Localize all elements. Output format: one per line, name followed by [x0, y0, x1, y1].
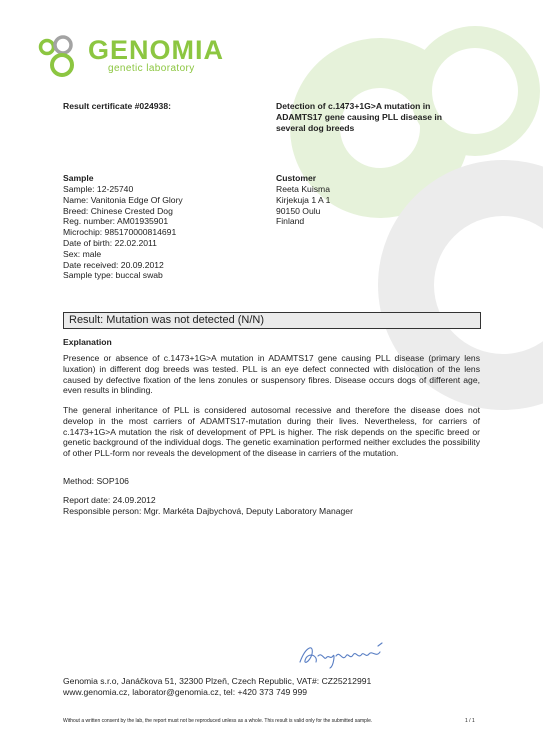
- explanation-heading: Explanation: [63, 337, 112, 347]
- sample-date-received: Date received: 20.09.2012: [63, 259, 164, 270]
- explanation-paragraph-2: The general inheritance of PLL is considered autosomal recessive and therefore the disease does not develop in the most carriers of ADAMTS17-mutation during their lives. Nevertheless, for carriers of c.1473+1G>A mutation the risk of development of PPL is higher. The risk depends on the specific breed or genetic background of the individual dogs. The genetic examination performed neither excludes the possibility of other PLL-form nor reveals the development of the disease in carriers of the mutation.: [63, 405, 480, 459]
- brand-subtitle: genetic laboratory: [108, 63, 195, 74]
- footer-contact: www.genomia.cz, laborator@genomia.cz, tel: +420 373 749 999: [63, 687, 308, 697]
- responsible-person: Responsible person: Mgr. Markéta Dajbychová, Deputy Laboratory Manager: [63, 506, 353, 516]
- logo-rings-icon: [38, 34, 86, 78]
- decorative-ring-green-small: [410, 26, 540, 156]
- sample-date-of-birth: Date of birth: 22.02.2011: [63, 237, 157, 248]
- sample-dog-name: Name: Vanitonia Edge Of Glory: [63, 194, 183, 205]
- sample-id: Sample: 12-25740: [63, 184, 134, 194]
- sample-details: [63, 184, 183, 281]
- customer-details: [276, 184, 330, 227]
- page-number: 1 / 1: [465, 718, 475, 724]
- signature: [296, 640, 392, 670]
- sample-heading: Sample: [63, 173, 94, 183]
- result-text: Result: Mutation was not detected (N/N): [69, 314, 265, 326]
- sample-breed: Breed: Chinese Crested Dog: [63, 205, 173, 216]
- sample-microchip: Microchip: 985170000814691: [63, 227, 177, 238]
- certificate-number: Result certificate #024938:: [63, 101, 171, 111]
- customer-name: Reeta Kuisma: [276, 184, 330, 194]
- customer-country: Finland: [276, 216, 305, 227]
- customer-street: Kirjekuja 1 A 1: [276, 194, 331, 205]
- result-box: [63, 312, 481, 329]
- customer-heading: Customer: [276, 173, 317, 183]
- report-date: Report date: 24.09.2012: [63, 495, 156, 505]
- detection-title-line: Detection of c.1473+1G>A mutation in: [276, 101, 431, 111]
- detection-title-line: ADAMTS17 gene causing PLL disease in: [276, 111, 443, 122]
- method: Method: SOP106: [63, 476, 129, 486]
- footer-address: Genomia s.r.o, Janáčkova 51, 32300 Plzeň, Czech Republic, VAT#: CZ25212991: [63, 676, 372, 686]
- customer-city: 90150 Oulu: [276, 205, 321, 216]
- genomia-logo: [38, 34, 238, 78]
- brand-name: GENOMIA: [88, 35, 225, 65]
- sample-reg-number: Reg. number: AM01935901: [63, 216, 169, 227]
- footer-disclaimer: Without a written consent by the lab, the report must not be reproduced unless as a whole. This result is valid only for the submitted sample.: [63, 718, 373, 724]
- sample-type: Sample type: buccal swab: [63, 270, 163, 281]
- sample-sex: Sex: male: [63, 248, 102, 259]
- explanation-paragraph-1: Presence or absence of c.1473+1G>A mutation in ADAMTS17 gene causing PLL disease (primary lens luxation) in different dog breeds was tested. PLL is an eye defect connected with dislocation of the lens caused by defective fixation of the lens zonules or suspensory fibres. Disease occurs dogs of different age, even results in blinding.: [63, 353, 480, 396]
- detection-title: [276, 101, 476, 133]
- detection-title-line: several dog breeds: [276, 122, 355, 133]
